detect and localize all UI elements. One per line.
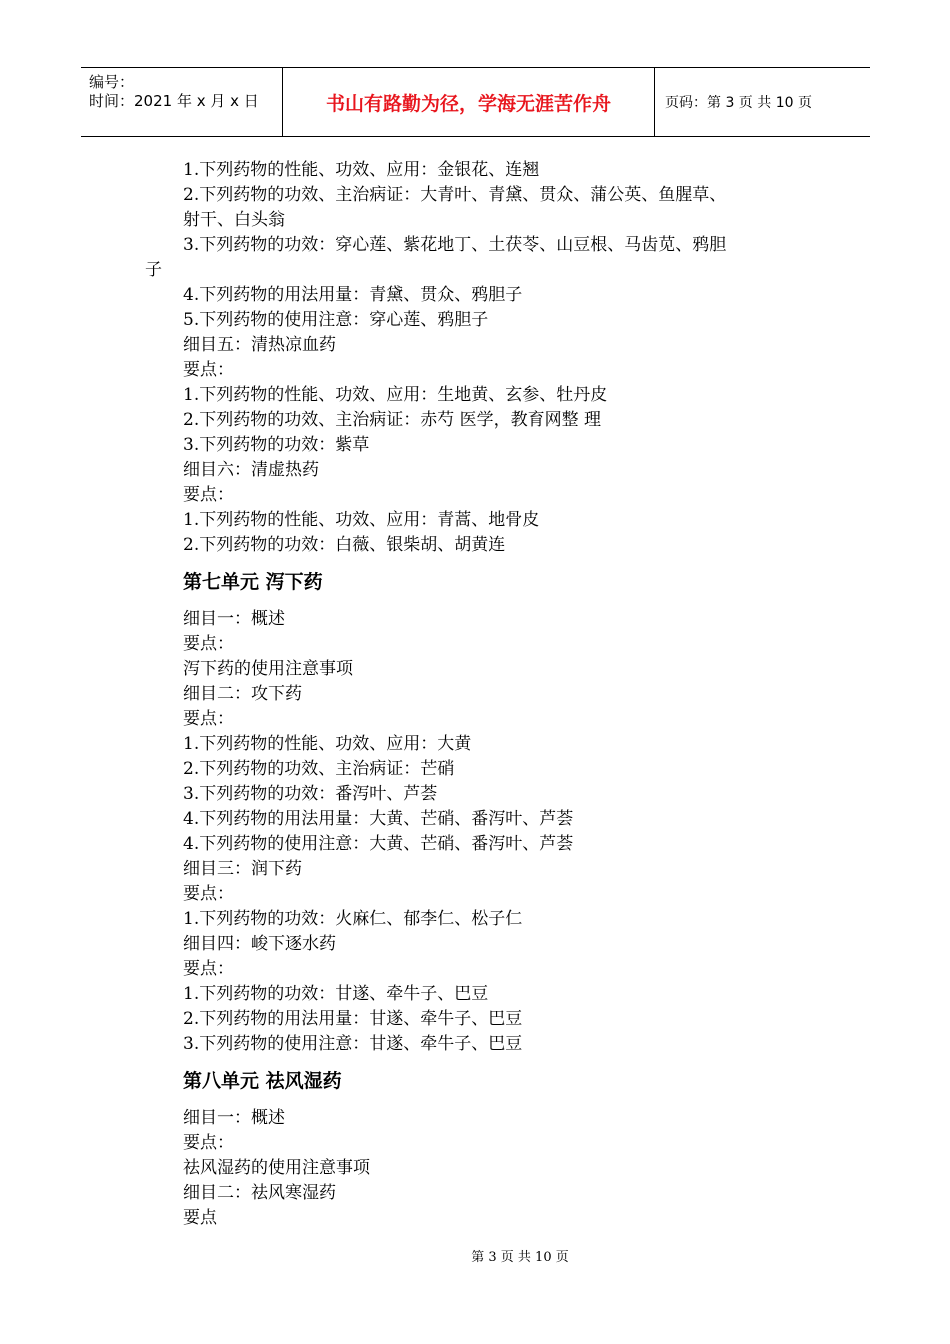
page-header: [81, 67, 870, 137]
text-line: 泻下药的使用注意事项: [183, 659, 353, 679]
text-line: 3.下列药物的使用注意：甘遂、牵牛子、巴豆: [183, 1034, 523, 1054]
text-line: 1.下列药物的性能、功效、应用：金银花、连翘: [183, 160, 540, 180]
text-line: 细目四：峻下逐水药: [183, 934, 336, 954]
text-line: 要点: [183, 1208, 217, 1228]
text-line: 细目三：润下药: [183, 859, 302, 879]
text-line: 细目五：清热凉血药: [183, 335, 336, 355]
text-line: 2.下列药物的用法用量：甘遂、牵牛子、巴豆: [183, 1009, 523, 1029]
text-line: 4.下列药物的用法用量：大黄、芒硝、番泻叶、芦荟: [183, 809, 574, 829]
text-line: 要点：: [183, 884, 234, 904]
text-line: 要点：: [183, 959, 234, 979]
page-number-label: 页码：第 3 页 共 10 页: [665, 95, 812, 111]
text-line: 2.下列药物的功效：白薇、银柴胡、胡黄连: [183, 535, 506, 555]
date-label: 时间：2021 年 x 月 x 日: [89, 92, 259, 110]
serial-label: 编号：: [89, 73, 135, 91]
text-line: 子: [145, 260, 162, 280]
text-line: 3.下列药物的功效：紫草: [183, 435, 370, 455]
text-line: 细目二：攻下药: [183, 684, 302, 704]
header-info-cell: [81, 68, 283, 136]
text-line: 2.下列药物的功效、主治病证：赤芍 医学，教育网整 理: [183, 410, 602, 430]
document-body: [145, 158, 815, 1231]
text-line: 祛风湿药的使用注意事项: [183, 1158, 370, 1178]
text-line: 3.下列药物的功效：穿心莲、紫花地丁、土茯苓、山豆根、马齿苋、鸦胆: [183, 235, 727, 255]
text-line: 细目一：概述: [183, 609, 285, 629]
text-line: 要点：: [183, 709, 234, 729]
text-line: 2.下列药物的功效、主治病证：大青叶、青黛、贯众、蒲公英、鱼腥草、: [183, 185, 727, 205]
text-line: 细目一：概述: [183, 1108, 285, 1128]
text-line: 1.下列药物的性能、功效、应用：大黄: [183, 734, 472, 754]
text-line: 1.下列药物的性能、功效、应用：生地黄、玄参、牡丹皮: [183, 385, 608, 405]
page-footer: [0, 1246, 950, 1265]
footer-page-number: 第 3 页 共 10 页: [471, 1250, 569, 1265]
text-line: 2.下列药物的功效、主治病证：芒硝: [183, 759, 455, 779]
header-page-cell: [655, 68, 870, 136]
text-line: 细目二：祛风寒湿药: [183, 1183, 336, 1203]
text-line: 要点：: [183, 634, 234, 654]
text-line: 细目六：清虚热药: [183, 460, 319, 480]
text-line: 1.下列药物的功效：火麻仁、郁李仁、松子仁: [183, 909, 523, 929]
text-line: 4.下列药物的使用注意：大黄、芒硝、番泻叶、芦荟: [183, 834, 574, 854]
unit-heading: 第七单元 泻下药: [183, 571, 323, 593]
text-line: 1.下列药物的性能、功效、应用：青蒿、地骨皮: [183, 510, 540, 530]
text-line: 要点：: [183, 485, 234, 505]
text-line: 射干、白头翁: [183, 210, 285, 230]
header-motto-cell: [283, 68, 655, 136]
text-line: 要点：: [183, 1133, 234, 1153]
text-line: 要点：: [183, 360, 234, 380]
text-line: 3.下列药物的功效：番泻叶、芦荟: [183, 784, 438, 804]
unit-heading: 第八单元 祛风湿药: [183, 1070, 342, 1092]
motto-text: 书山有路勤为径，学海无涯苦作舟: [325, 92, 611, 115]
text-line: 5.下列药物的使用注意：穿心莲、鸦胆子: [183, 310, 489, 330]
text-line: 1.下列药物的功效：甘遂、牵牛子、巴豆: [183, 984, 489, 1004]
text-line: 4.下列药物的用法用量：青黛、贯众、鸦胆子: [183, 285, 523, 305]
